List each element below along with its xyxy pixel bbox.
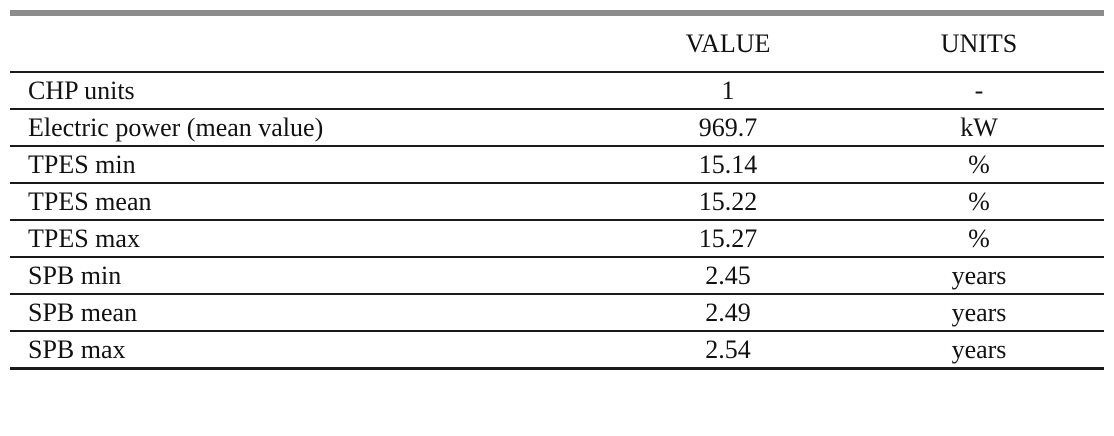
row-label: SPB max bbox=[10, 331, 602, 369]
table-row bbox=[10, 331, 1104, 369]
row-value: 15.22 bbox=[602, 183, 854, 220]
table-row bbox=[10, 146, 1104, 183]
row-value: 2.54 bbox=[602, 331, 854, 369]
row-unit: years bbox=[854, 294, 1104, 331]
row-label: CHP units bbox=[10, 72, 602, 109]
table-row bbox=[10, 72, 1104, 109]
row-unit: years bbox=[854, 331, 1104, 369]
header-value: VALUE bbox=[602, 16, 854, 72]
row-unit: % bbox=[854, 146, 1104, 183]
table-row bbox=[10, 257, 1104, 294]
row-value: 969.7 bbox=[602, 109, 854, 146]
results-table-container bbox=[10, 10, 1104, 370]
header-row bbox=[10, 16, 1104, 72]
row-value: 2.45 bbox=[602, 257, 854, 294]
row-label: TPES min bbox=[10, 146, 602, 183]
table-row bbox=[10, 109, 1104, 146]
table-row bbox=[10, 220, 1104, 257]
row-label: Electric power (mean value) bbox=[10, 109, 602, 146]
row-unit: % bbox=[854, 220, 1104, 257]
table-row bbox=[10, 294, 1104, 331]
header-empty bbox=[10, 16, 602, 72]
row-label: TPES max bbox=[10, 220, 602, 257]
header-units: UNITS bbox=[854, 16, 1104, 72]
row-unit: - bbox=[854, 72, 1104, 109]
row-label: SPB min bbox=[10, 257, 602, 294]
results-table bbox=[10, 16, 1104, 370]
row-unit: % bbox=[854, 183, 1104, 220]
row-unit: kW bbox=[854, 109, 1104, 146]
row-label: SPB mean bbox=[10, 294, 602, 331]
row-value: 15.14 bbox=[602, 146, 854, 183]
row-value: 2.49 bbox=[602, 294, 854, 331]
table-row bbox=[10, 183, 1104, 220]
row-value: 15.27 bbox=[602, 220, 854, 257]
row-unit: years bbox=[854, 257, 1104, 294]
row-label: TPES mean bbox=[10, 183, 602, 220]
row-value: 1 bbox=[602, 72, 854, 109]
